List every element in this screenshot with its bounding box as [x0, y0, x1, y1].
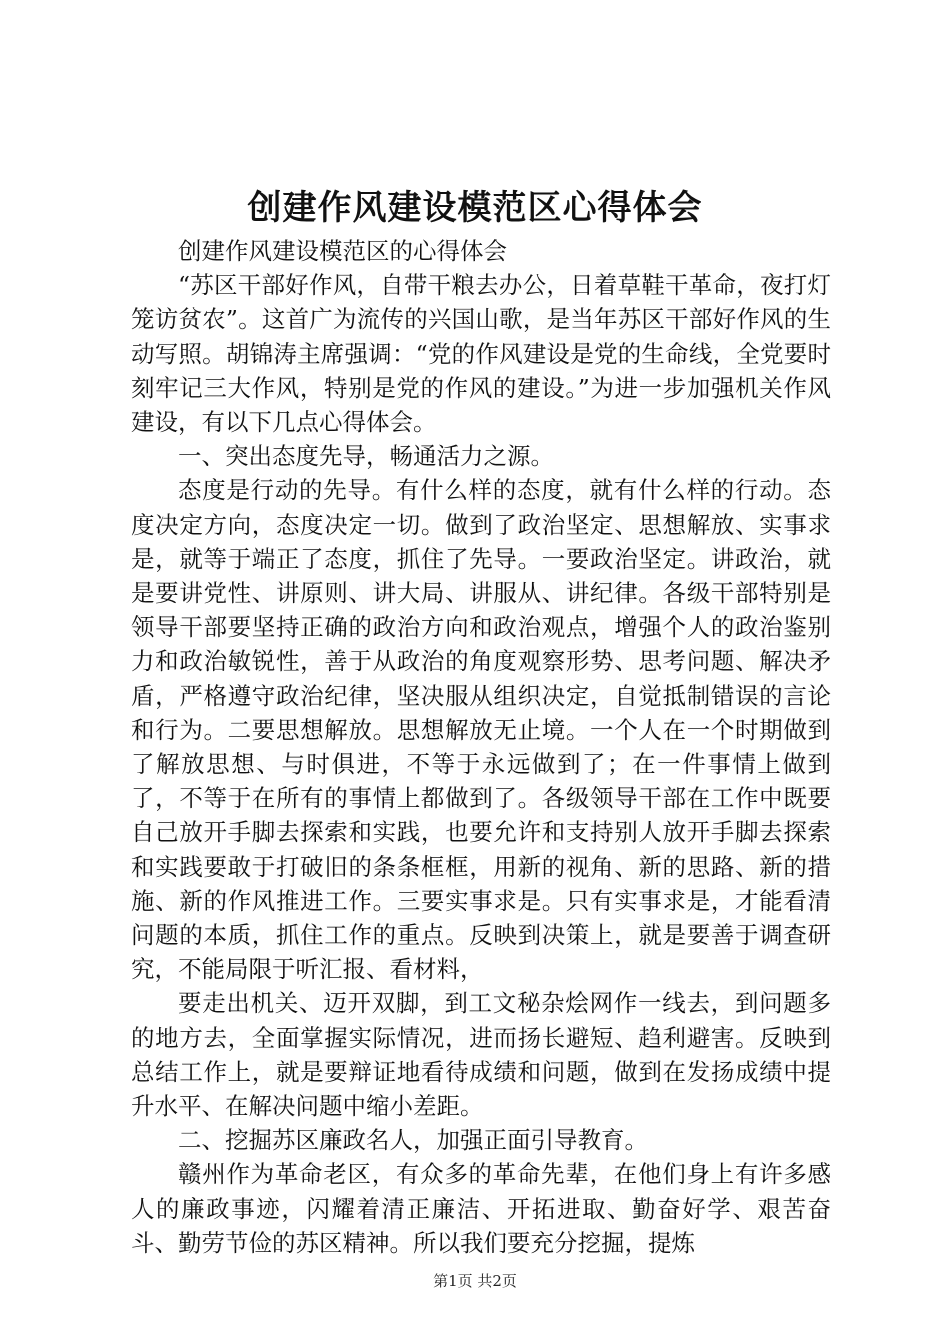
document-body: [131, 234, 831, 1260]
paragraph-attitude: 态度是行动的先导。有什么样的态度，就有什么样的行动。态度决定方向，态度决定一切。做到了政治坚定、思想解放、实事求是，就等于端正了态度，抓住了先导。一要政治坚定。讲政治，就是要讲党性、讲原则、讲大局、讲服从、讲纪律。各级干部特别是领导干部要坚持正确的政治方向和政治观点，增强个人的政治鉴别力和政治敏锐性，善于从政治的角度观察形势、思考问题、解决矛盾，严格遵守政治纪律，坚决服从组织决定，自觉抵制错误的言论和行为。二要思想解放。思想解放无止境。一个人在一个时期做到了解放思想、与时俱进，不等于永远做到了；在一件事情上做到了，不等于在所有的事情上都做到了。各级领导干部在工作中既要自己放开手脚去探索和实践，也要允许和支持别人放开手脚去探索和实践要敢于打破旧的条条框框，用新的视角、新的思路、新的措施、新的作风推进工作。三要实事求是。只有实事求是，才能看清问题的本质，抓住工作的重点。反映到决策上，就是要善于调查研究，不能局限于听汇报、看材料，: [131, 476, 831, 984]
paragraph-frontline: 要走出机关、迈开双脚，到工文秘杂烩网作一线去，到问题多的地方去，全面掌握实际情况，进而扬长避短、趋利避害。反映到总结工作上，就是要辩证地看待成绩和问题，做到在发扬成绩中提升水平、在解决问题中缩小差距。: [131, 989, 831, 1121]
document-title: 创建作风建设模范区心得体会: [247, 188, 703, 228]
section-heading-2: 二、挖掘苏区廉政名人，加强正面引导教育。: [178, 1126, 648, 1155]
document-subtitle: 创建作风建设模范区的心得体会: [178, 237, 507, 265]
paragraph-ganzhou: 赣州作为革命老区，有众多的革命先辈，在他们身上有许多感人的廉政事迹，闪耀着清正廉洁、开拓进取、勤奋好学、艰苦奋斗、勤劳节俭的苏区精神。所以我们要充分挖掘，提炼: [131, 1160, 831, 1257]
section-heading-1: 一、突出态度先导，畅通活力之源。: [178, 442, 554, 471]
page-footer: 第1页 共2页: [433, 1272, 517, 1290]
paragraph-intro: “苏区干部好作风，自带干粮去办公，日着草鞋干革命，夜打灯笼访贫农”。这首广为流传的兴国山歌，是当年苏区干部好作风的生动写照。胡锦涛主席强调：“党的作风建设是党的生命线，全党要时刻牢记三大作风，特别是党的作风的建设。”为进一步加强机关作风建设，有以下几点心得体会。: [131, 271, 831, 437]
